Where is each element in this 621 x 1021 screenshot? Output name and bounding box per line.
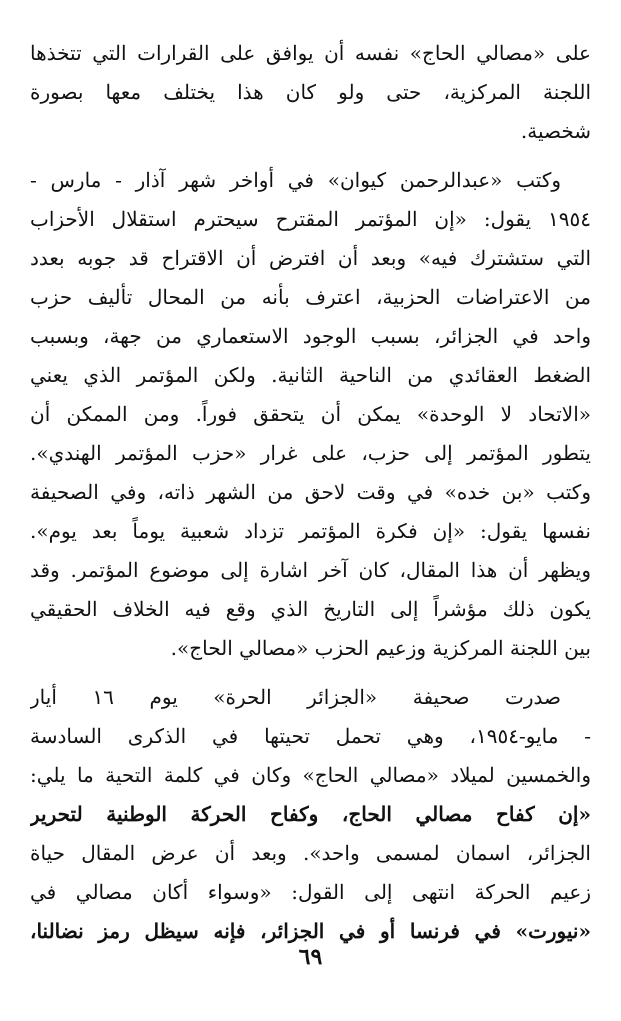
text-line: يكون ذلك مؤشراً إلى التاريخ الذي وقع فيه الخلاف الحقيقي bbox=[30, 597, 591, 621]
paragraph-1 bbox=[30, 34, 591, 151]
text-line: «الاتحاد لا الوحدة» يمكن أن يتحقق فوراً. ومن الممكن أن bbox=[30, 402, 591, 426]
document-page bbox=[30, 34, 591, 951]
paragraph-gap bbox=[30, 668, 591, 678]
paragraph-3 bbox=[30, 678, 591, 951]
paragraph-gap bbox=[30, 151, 591, 161]
text-line: ويظهر أن هذا المقال، كان آخر اشارة إلى موضوع المؤتمر. وقد bbox=[30, 558, 591, 582]
text-line: صدرت صحيفة «الجزائر الحرة» يوم ١٦ أيار bbox=[30, 685, 562, 709]
text-line: نفسها يقول: «إن فكرة المؤتمر تزداد شعبية يوماً بعد يوم». bbox=[30, 519, 591, 543]
text-line: من الاعتراضات الحزبية، اعترف بأنه من المحال تأليف حزب bbox=[30, 285, 591, 309]
text-line: التي ستشترك فيه» وبعد أن افترض أن الاقتراح قد جوبه بعدد bbox=[30, 246, 591, 270]
text-line: - مايو-١٩٥٤، وهي تحمل تحيتها في الذكرى السادسة bbox=[30, 724, 591, 748]
text-line: شخصية. bbox=[520, 119, 591, 143]
page-number: ٦٩ bbox=[298, 944, 323, 970]
text-line: «نيورت» في فرنسا أو في الجزائر، فإنه سيظل رمز نضالنا، bbox=[30, 919, 591, 943]
text-line: زعيم الحركة انتهى إلى القول: «وسواء أكان مصالي في bbox=[30, 880, 591, 904]
text-line: بين اللجنة المركزية وزعيم الحزب «مصالي الحاج». bbox=[170, 636, 591, 660]
text-line: والخمسين لميلاد «مصالي الحاج» وكان في كلمة التحية ما يلي: bbox=[30, 763, 591, 787]
text-line: يتطور المؤتمر إلى حزب، على غرار «حزب المؤتمر الهندي». bbox=[30, 441, 591, 465]
text-line: واحد في الجزائر، بسبب الوجود الاستعماري من جهة، وبسبب bbox=[30, 324, 591, 348]
text-line: «إن كفاح مصالي الحاج، وكفاح الحركة الوطنية لتحرير bbox=[30, 802, 591, 826]
text-line: ١٩٥٤ يقول: «إن المؤتمر المقترح سيحترم استقلال الأحزاب bbox=[30, 207, 591, 231]
text-line: وكتب «عبدالرحمن كيوان» في أواخر شهر آذار - مارس - bbox=[30, 168, 561, 192]
text-line: الجزائر، اسمان لمسمى واحد». وبعد أن عرض المقال حياة bbox=[30, 841, 591, 865]
text-line: اللجنة المركزية، حتى ولو كان هذا يختلف معها بصورة bbox=[30, 80, 591, 104]
text-line: وكتب «بن خده» في وقت لاحق من الشهر ذاته، وفي الصحيفة bbox=[30, 480, 591, 504]
text-line: الضغط العقائدي من الناحية الثانية. ولكن المؤتمر الذي يعني bbox=[30, 363, 591, 387]
text-line: على «مصالي الحاج» نفسه أن يوافق على القرارات التي تتخذها bbox=[30, 41, 591, 65]
paragraph-2 bbox=[30, 161, 591, 668]
